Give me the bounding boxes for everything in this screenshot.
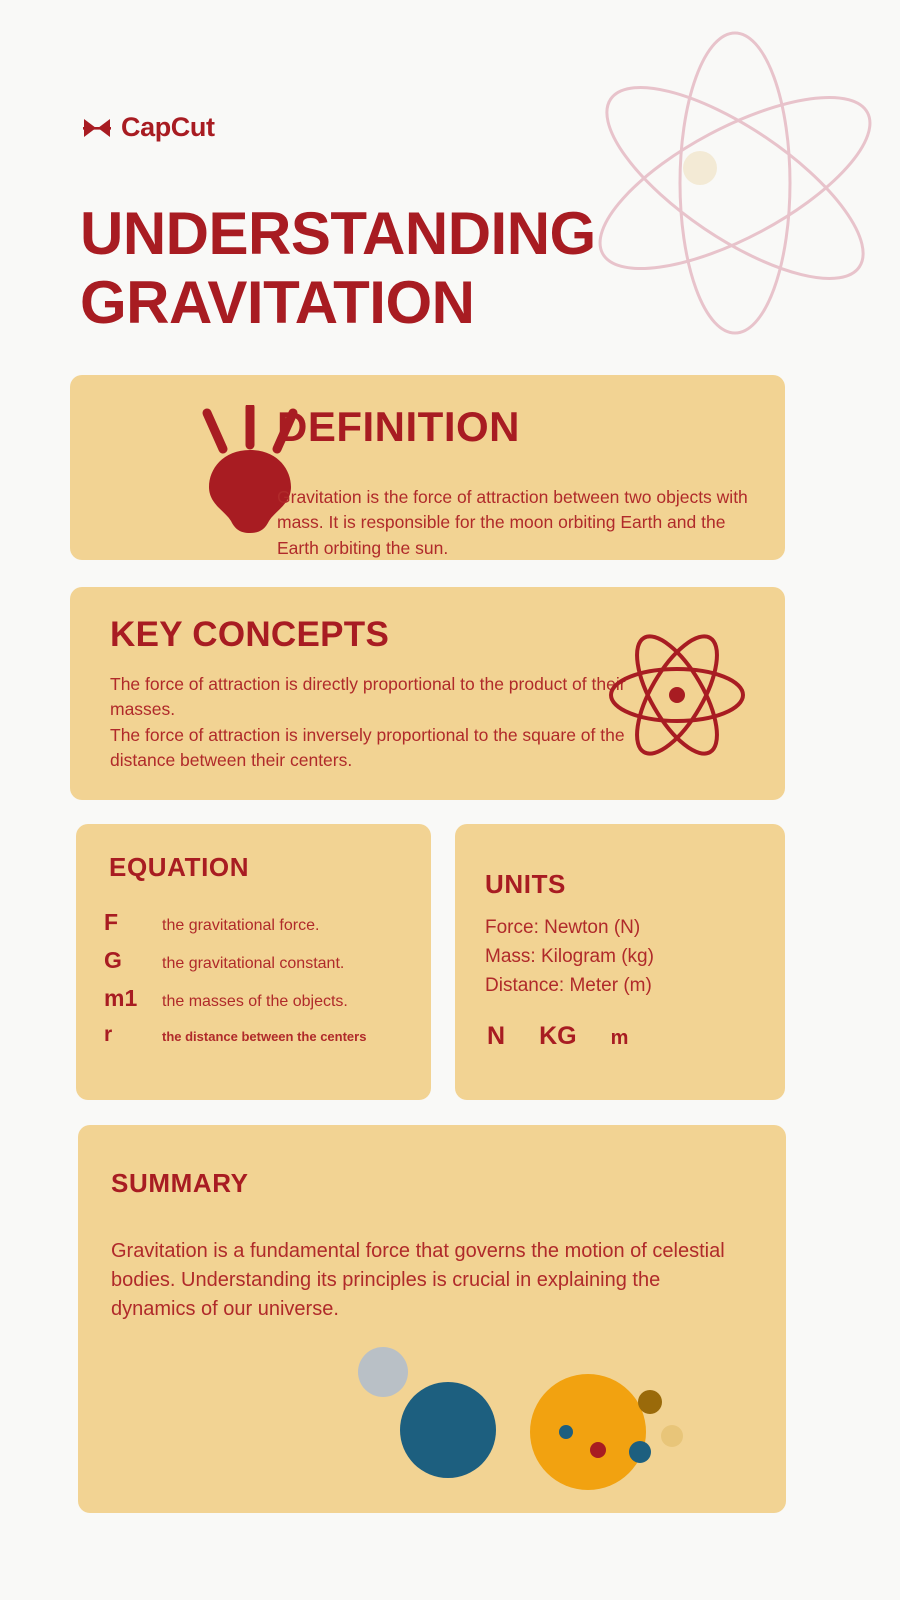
unit-symbol-kilogram: KG (539, 1022, 577, 1050)
units-text (485, 914, 654, 1001)
equation-description: the masses of the objects. (162, 993, 348, 1010)
key-concepts-card (70, 587, 785, 800)
units-line-3: Distance: Meter (m) (485, 974, 652, 996)
equation-description: the distance between the centers (162, 1029, 367, 1044)
summary-title: SUMMARY (111, 1168, 249, 1198)
unit-symbol-meter: m (610, 1027, 629, 1049)
units-line-2: Mass: Kilogram (kg) (485, 945, 654, 967)
equation-symbol: G (104, 947, 122, 973)
brand-name: CapCut (121, 112, 215, 142)
equation-symbol: F (104, 909, 119, 935)
unit-symbol-newton: N (487, 1022, 506, 1050)
units-card (455, 824, 785, 1100)
units-line-1: Force: Newton (N) (485, 917, 641, 938)
equation-item (104, 1023, 414, 1047)
equation-symbol: r (104, 1023, 113, 1046)
atom-icon (607, 625, 747, 765)
key-concepts-title: KEY CONCEPTS (110, 615, 390, 654)
page-title-line-1: UNDERSTANDING (80, 200, 596, 268)
definition-text: Gravitation is the force of attraction between two objects with mass. It is responsible for the moon orbiting Earth and the Earth orbiting the sun. (277, 486, 748, 559)
page-title-line-2: GRAVITATION (80, 268, 475, 336)
equation-title: EQUATION (109, 852, 250, 882)
key-concepts-line-2: The force of attraction is inversely proportional to the square of the distance between their centers. (110, 724, 625, 771)
key-concepts-text (110, 672, 630, 774)
planets-icon (268, 1340, 718, 1500)
equation-item (104, 909, 414, 936)
summary-text: Gravitation is a fundamental force that governs the motion of celestial bodies. Understanding its principles is crucial in explaining the dynamics of our universe. (111, 1240, 725, 1321)
key-concepts-line-1: The force of attraction is directly proportional to the product of their masses. (110, 674, 626, 720)
equation-card (76, 824, 431, 1100)
equation-description: the gravitational force. (162, 917, 320, 934)
equation-description: the gravitational constant. (162, 955, 345, 972)
equation-list (104, 909, 414, 1058)
definition-card (70, 375, 785, 560)
unit-symbol-row (487, 1022, 628, 1051)
page-title (80, 200, 720, 337)
equation-item (104, 985, 414, 1012)
equation-symbol: m1 (104, 985, 138, 1011)
brand (82, 112, 215, 143)
capcut-logo-icon (82, 115, 112, 141)
equation-item (104, 947, 414, 974)
summary-card (78, 1125, 786, 1513)
definition-title: DEFINITION (277, 403, 520, 450)
units-title: UNITS (485, 869, 566, 899)
